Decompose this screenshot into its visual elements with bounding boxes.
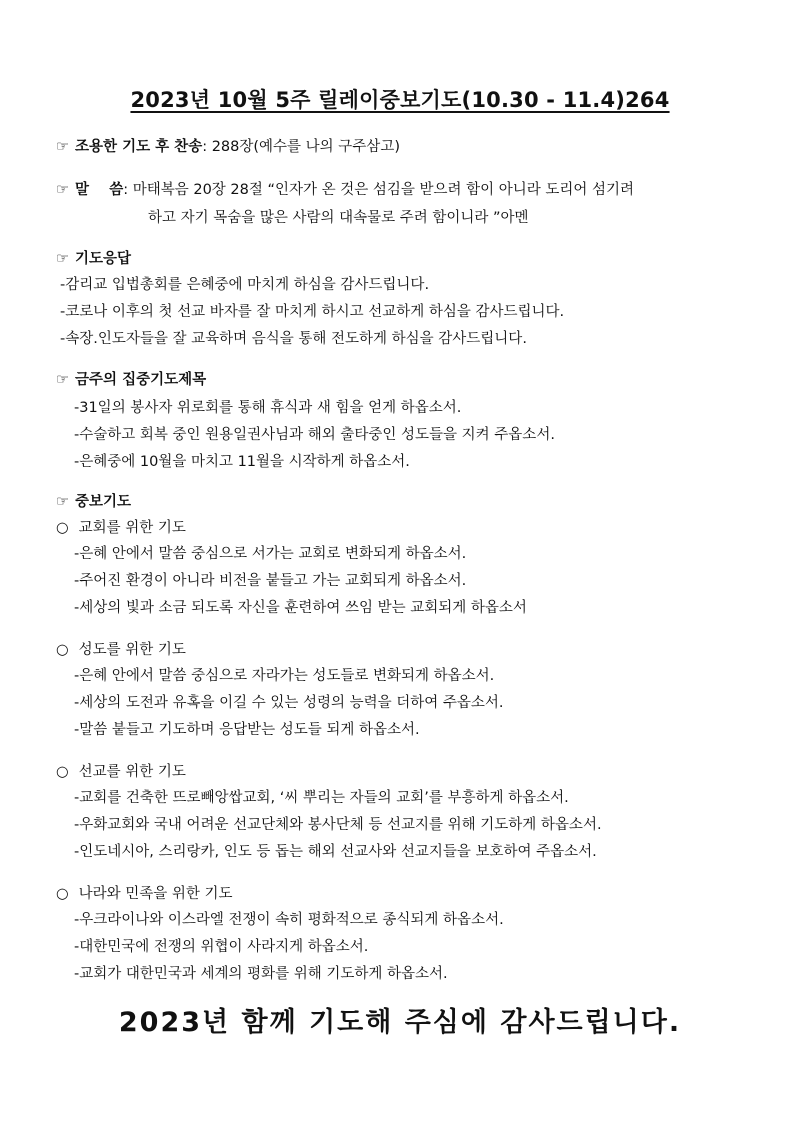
group-item: -세상의 도전과 유혹을 이길 수 있는 성령의 능력을 더하여 주옵소서.: [74, 695, 504, 711]
focus-item: -수술하고 회복 중인 원용일권사님과 해외 출타중인 성도들을 지켜 주옵소서.: [74, 427, 555, 443]
group-item: -교회를 건축한 뜨로빼앙쌉교회, ‘씨 뿌리는 자들의 교회’를 부흥하게 하옵소서.: [74, 790, 569, 806]
pointing-hand-icon: ☞: [56, 251, 69, 267]
focus-heading-text: 금주의 집중기도제목: [75, 372, 207, 388]
focus-item: -31일의 봉사자 위로회를 통해 휴식과 새 힘을 얻게 하옵소서.: [74, 400, 462, 416]
group-item: -우화교회와 국내 어려운 선교단체와 봉사단체 등 선교지를 위해 기도하게 하옵소서.: [74, 817, 602, 833]
group-item: -말씀 붙들고 기도하며 응답받는 성도들 되게 하옵소서.: [74, 722, 420, 738]
page-title: 2023년 10월 5주 릴레이중보기도(10.30 - 11.4)264: [130, 88, 670, 112]
hymn-text: 288장(예수를 나의 구주삼고): [211, 139, 400, 155]
closing-thanks: 2023년 함께 기도해 주심에 감사드립니다.: [118, 1007, 682, 1038]
group-item: -은혜 안에서 말씀 중심으로 자라가는 성도들로 변화되게 하옵소서.: [74, 668, 495, 684]
group-title-nation: [56, 882, 233, 903]
group-item: -은혜 안에서 말씀 중심으로 서가는 교회로 변화되게 하옵소서.: [74, 546, 467, 562]
circle-icon: ○: [56, 764, 69, 780]
hymn-label: 조용한 기도 후 찬송: [75, 139, 203, 155]
pointing-hand-icon: ☞: [56, 139, 69, 155]
answered-heading-text: 기도응답: [75, 251, 132, 267]
group-title-text: 교회를 위한 기도: [78, 520, 186, 536]
scripture-label: 말 씀: [75, 182, 124, 198]
scripture-text-line1: 마태복음 20장 28절 “인자가 온 것은 섬김을 받으려 함이 아니라 도리어 섬기려: [132, 182, 635, 198]
answered-item: -코로나 이후의 첫 선교 바자를 잘 마치게 하시고 선교하게 하심을 감사드립니다.: [60, 304, 565, 320]
scripture-text-line2: 하고 자기 목숨을 많은 사람의 대속물로 주려 함이니라 ”아멘: [148, 210, 529, 226]
focus-item: -은혜중에 10월을 마치고 11월을 시작하게 하옵소서.: [74, 454, 410, 470]
group-title-church: [56, 516, 186, 537]
answered-heading: [56, 249, 766, 269]
circle-icon: ○: [56, 886, 69, 902]
group-item: -주어진 환경이 아니라 비전을 붙들고 가는 교회되게 하옵소서.: [74, 573, 467, 589]
intercession-heading-text: 중보기도: [75, 494, 132, 510]
group-item: -인도네시아, 스리랑카, 인도 등 돕는 해외 선교사와 선교지들을 보호하여 주옵소서.: [74, 844, 597, 860]
hymn-colon: :: [202, 139, 208, 155]
pointing-hand-icon: ☞: [56, 182, 69, 198]
group-title-text: 성도를 위한 기도: [78, 642, 186, 658]
hymn-line: [56, 137, 766, 157]
group-title-mission: [56, 760, 186, 781]
group-item: -우크라이나와 이스라엘 전쟁이 속히 평화적으로 종식되게 하옵소서.: [74, 912, 504, 928]
scripture-colon: :: [123, 182, 129, 198]
group-item: -세상의 빛과 소금 되도록 자신을 훈련하여 쓰임 받는 교회되게 하옵소서: [74, 600, 527, 616]
group-item: -교회가 대한민국과 세계의 평화를 위해 기도하게 하옵소서.: [74, 966, 448, 982]
group-item: -대한민국에 전쟁의 위협이 사라지게 하옵소서.: [74, 939, 369, 955]
circle-icon: ○: [56, 520, 69, 536]
pointing-hand-icon: ☞: [56, 494, 69, 510]
answered-item: -감리교 입법총회를 은혜중에 마치게 하심을 감사드립니다.: [60, 277, 430, 293]
scripture-line: [56, 180, 766, 200]
group-title-text: 나라와 민족을 위한 기도: [78, 886, 233, 902]
pointing-hand-icon: ☞: [56, 372, 69, 388]
focus-heading: [56, 370, 766, 390]
circle-icon: ○: [56, 642, 69, 658]
answered-item: -속장.인도자들을 잘 교육하며 음식을 통해 전도하게 하심을 감사드립니다.: [60, 331, 527, 347]
group-title-text: 선교를 위한 기도: [78, 764, 186, 780]
intercession-heading: [56, 492, 766, 512]
group-title-saints: [56, 638, 186, 659]
